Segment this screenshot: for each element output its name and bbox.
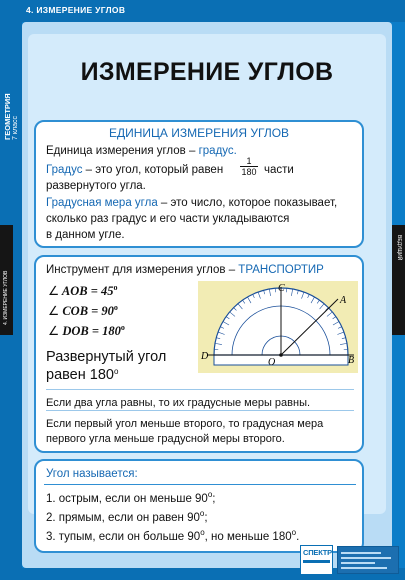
label-a: A [340, 295, 347, 306]
units-line-6: в данном угле. [46, 229, 125, 241]
term-degree-def: Градус [46, 164, 83, 176]
term-protractor: ТРАНСПОРТИР [238, 264, 324, 276]
label-o: O [268, 357, 276, 368]
straight-angle-line-1: Развернутый угол [46, 349, 167, 365]
angle-type-acute: 1. острым, если он меньше 90$^o$; [46, 490, 216, 505]
term-degree: градус. [198, 145, 237, 157]
term-degree-measure: Градусная мера угла [46, 197, 158, 209]
strip-label: 4. ИЗМЕРЕНИЕ УГЛОВ [26, 5, 126, 15]
equation-dob: ∠ DOB = $180^o$ [48, 323, 125, 338]
divider [46, 410, 354, 411]
side-tab-left: 4. ИЗМЕРЕНИЕ УГЛОВ [0, 225, 13, 335]
publisher-logo: СПЕКТР [300, 545, 333, 575]
units-line-3: развернутого угла. [46, 180, 146, 192]
divider [46, 389, 354, 390]
units-line-2-tail: части [264, 164, 294, 176]
equation-cob: ∠ COB = $90^o$ [48, 303, 118, 318]
units-line-2: Градус – это угол, который равен [46, 164, 224, 176]
angle-type-obtuse: 3. тупым, если он больше 90$^o$, но меньше 180$^o$. [46, 528, 300, 543]
protractor-panel [198, 281, 358, 373]
angle-types-heading: Угол называется: [46, 468, 138, 480]
rule-compare-line-2: первого угла меньше градусной меры второго. [46, 433, 285, 445]
units-card [34, 120, 364, 248]
protractor-diagram [198, 281, 358, 373]
page-title: ИЗМЕРЕНИЕ УГЛОВ [80, 58, 334, 86]
fraction-1-180: $\frac{1}{180}$ [241, 156, 257, 177]
side-tab-right: ВЕДУЩИЙ [392, 225, 405, 335]
equation-aob: ∠ AOB = $45^o$ [48, 283, 118, 298]
straight-angle-line-2: равен 180$^o$ [46, 367, 119, 383]
tool-card [34, 255, 364, 453]
units-line-5: сколько раз градус и его части укладываются [46, 213, 290, 225]
units-line-1: Единица измерения углов – градус. [46, 145, 237, 157]
divider [44, 484, 356, 485]
units-heading: ЕДИНИЦА ИЗМЕРЕНИЯ УГЛОВ [108, 126, 290, 140]
subject-label: ГЕОМЕТРИЯ 7 класс [3, 93, 19, 140]
rule-equal-angles: Если два угла равны, то их градусные меры равны. [46, 397, 311, 409]
tool-heading: Инструмент для измерения углов – ТРАНСПОРТИР [46, 264, 324, 276]
label-c: C [278, 283, 285, 294]
top-strip [0, 0, 405, 22]
rule-compare-line-1: Если первый угол меньше второго, то градусная мера [46, 418, 324, 430]
label-d: D [201, 351, 209, 362]
grade-label: 7 класс [12, 116, 19, 140]
publisher-imprint [337, 546, 399, 574]
angle-types-card [34, 459, 364, 553]
label-b: B [348, 355, 355, 366]
angle-type-right: 2. прямым, если он равен 90$^o$; [46, 509, 208, 524]
units-line-4: Градусная мера угла – это число, которое показывает, [46, 197, 338, 209]
